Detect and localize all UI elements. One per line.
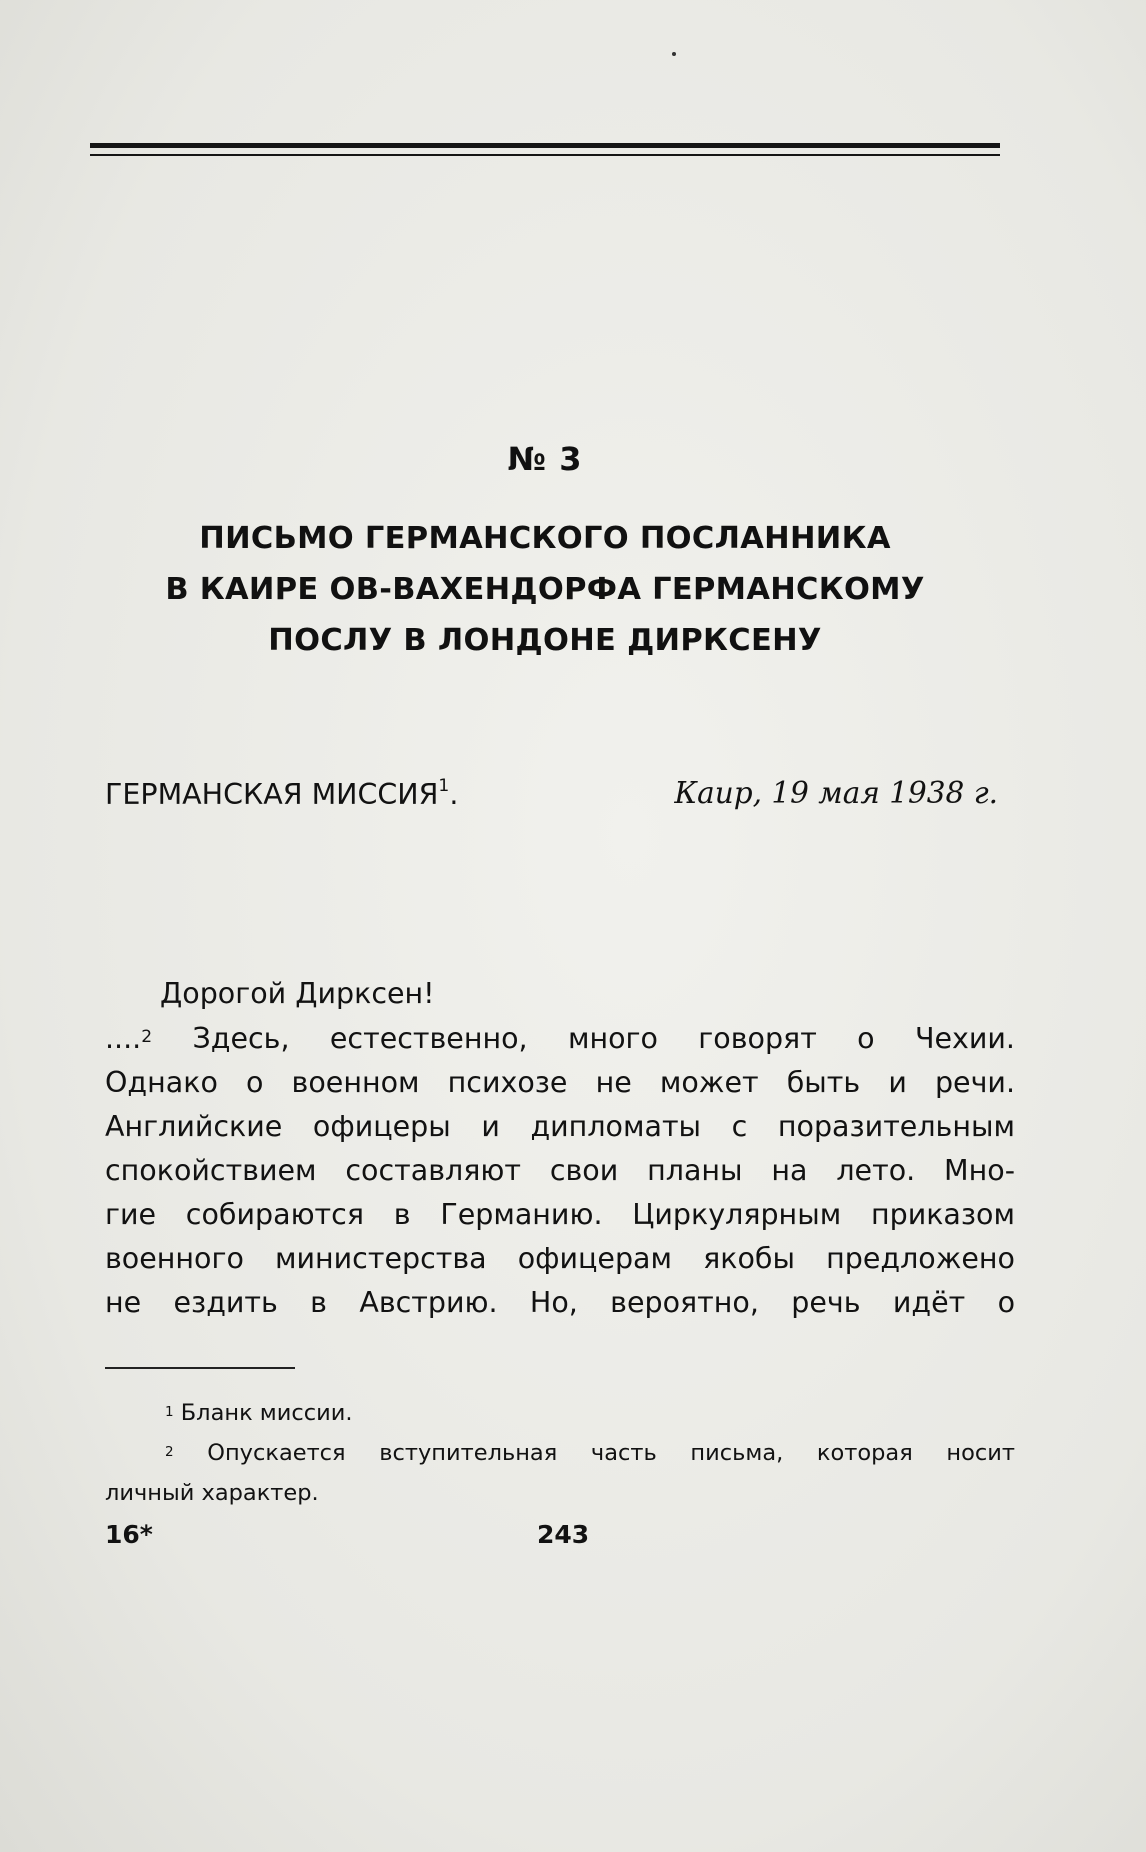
footnote-ref: 2	[141, 1027, 153, 1048]
letter-body	[105, 1017, 1015, 1325]
footnote-item	[105, 1433, 1015, 1473]
footnote-item	[105, 1393, 1015, 1433]
body-line: гие собираются в Германию. Циркулярным приказом	[105, 1198, 1015, 1231]
page-number: 243	[537, 1520, 590, 1549]
footnote-mark: 2	[165, 1443, 174, 1460]
footnote-ref: 1	[438, 776, 450, 797]
signature-mark: 16*	[105, 1520, 153, 1549]
title-line: ПИСЬМО ГЕРМАНСКОГО ПОСЛАННИКА	[199, 521, 891, 556]
footnote-text-continuation: личный характер.	[105, 1480, 319, 1506]
body-line: Английские офицеры и дипломаты с поразительным	[105, 1110, 1015, 1143]
body-line: Однако о военном психозе не может быть и речи.	[105, 1066, 1015, 1099]
sender-line: ГЕРМАНСКАЯ МИССИЯ$^1$.	[105, 776, 459, 811]
body-line	[105, 1017, 1015, 1061]
footnote-text: Опускается вступительная часть письма, которая носит	[207, 1440, 1015, 1466]
sender-name: ГЕРМАНСКАЯ МИССИЯ	[105, 778, 439, 811]
footnotes	[105, 1393, 1015, 1513]
title-line: В КАИРЕ ОВ-ВАХЕНДОРФА ГЕРМАНСКОМУ	[165, 572, 925, 607]
header-rule	[90, 143, 1000, 156]
body-line-text: Здесь, естественно, много говорят о Чехии.	[152, 1022, 1015, 1055]
body-line: спокойствием составляют свои планы на лето. Мно-	[105, 1154, 1015, 1187]
place-date: Каир, 19 мая 1938 г.	[674, 776, 998, 810]
title-line: ПОСЛУ В ЛОНДОНЕ ДИРКСЕНУ	[268, 623, 822, 658]
omission-mark: ....	[105, 1022, 142, 1055]
document-title	[90, 513, 1000, 666]
footnote-separator	[105, 1367, 295, 1369]
print-speck	[672, 52, 676, 56]
footnote-text: Бланк миссии.	[180, 1400, 353, 1426]
document-number: № 3	[507, 440, 583, 478]
body-line: военного министерства офицерам якобы предложено	[105, 1242, 1015, 1275]
body-line: не ездить в Австрию. Но, вероятно, речь идёт о	[105, 1286, 1015, 1319]
footnote-mark: 1	[165, 1403, 174, 1420]
salutation: Дорогой Дирксен!	[160, 977, 435, 1010]
